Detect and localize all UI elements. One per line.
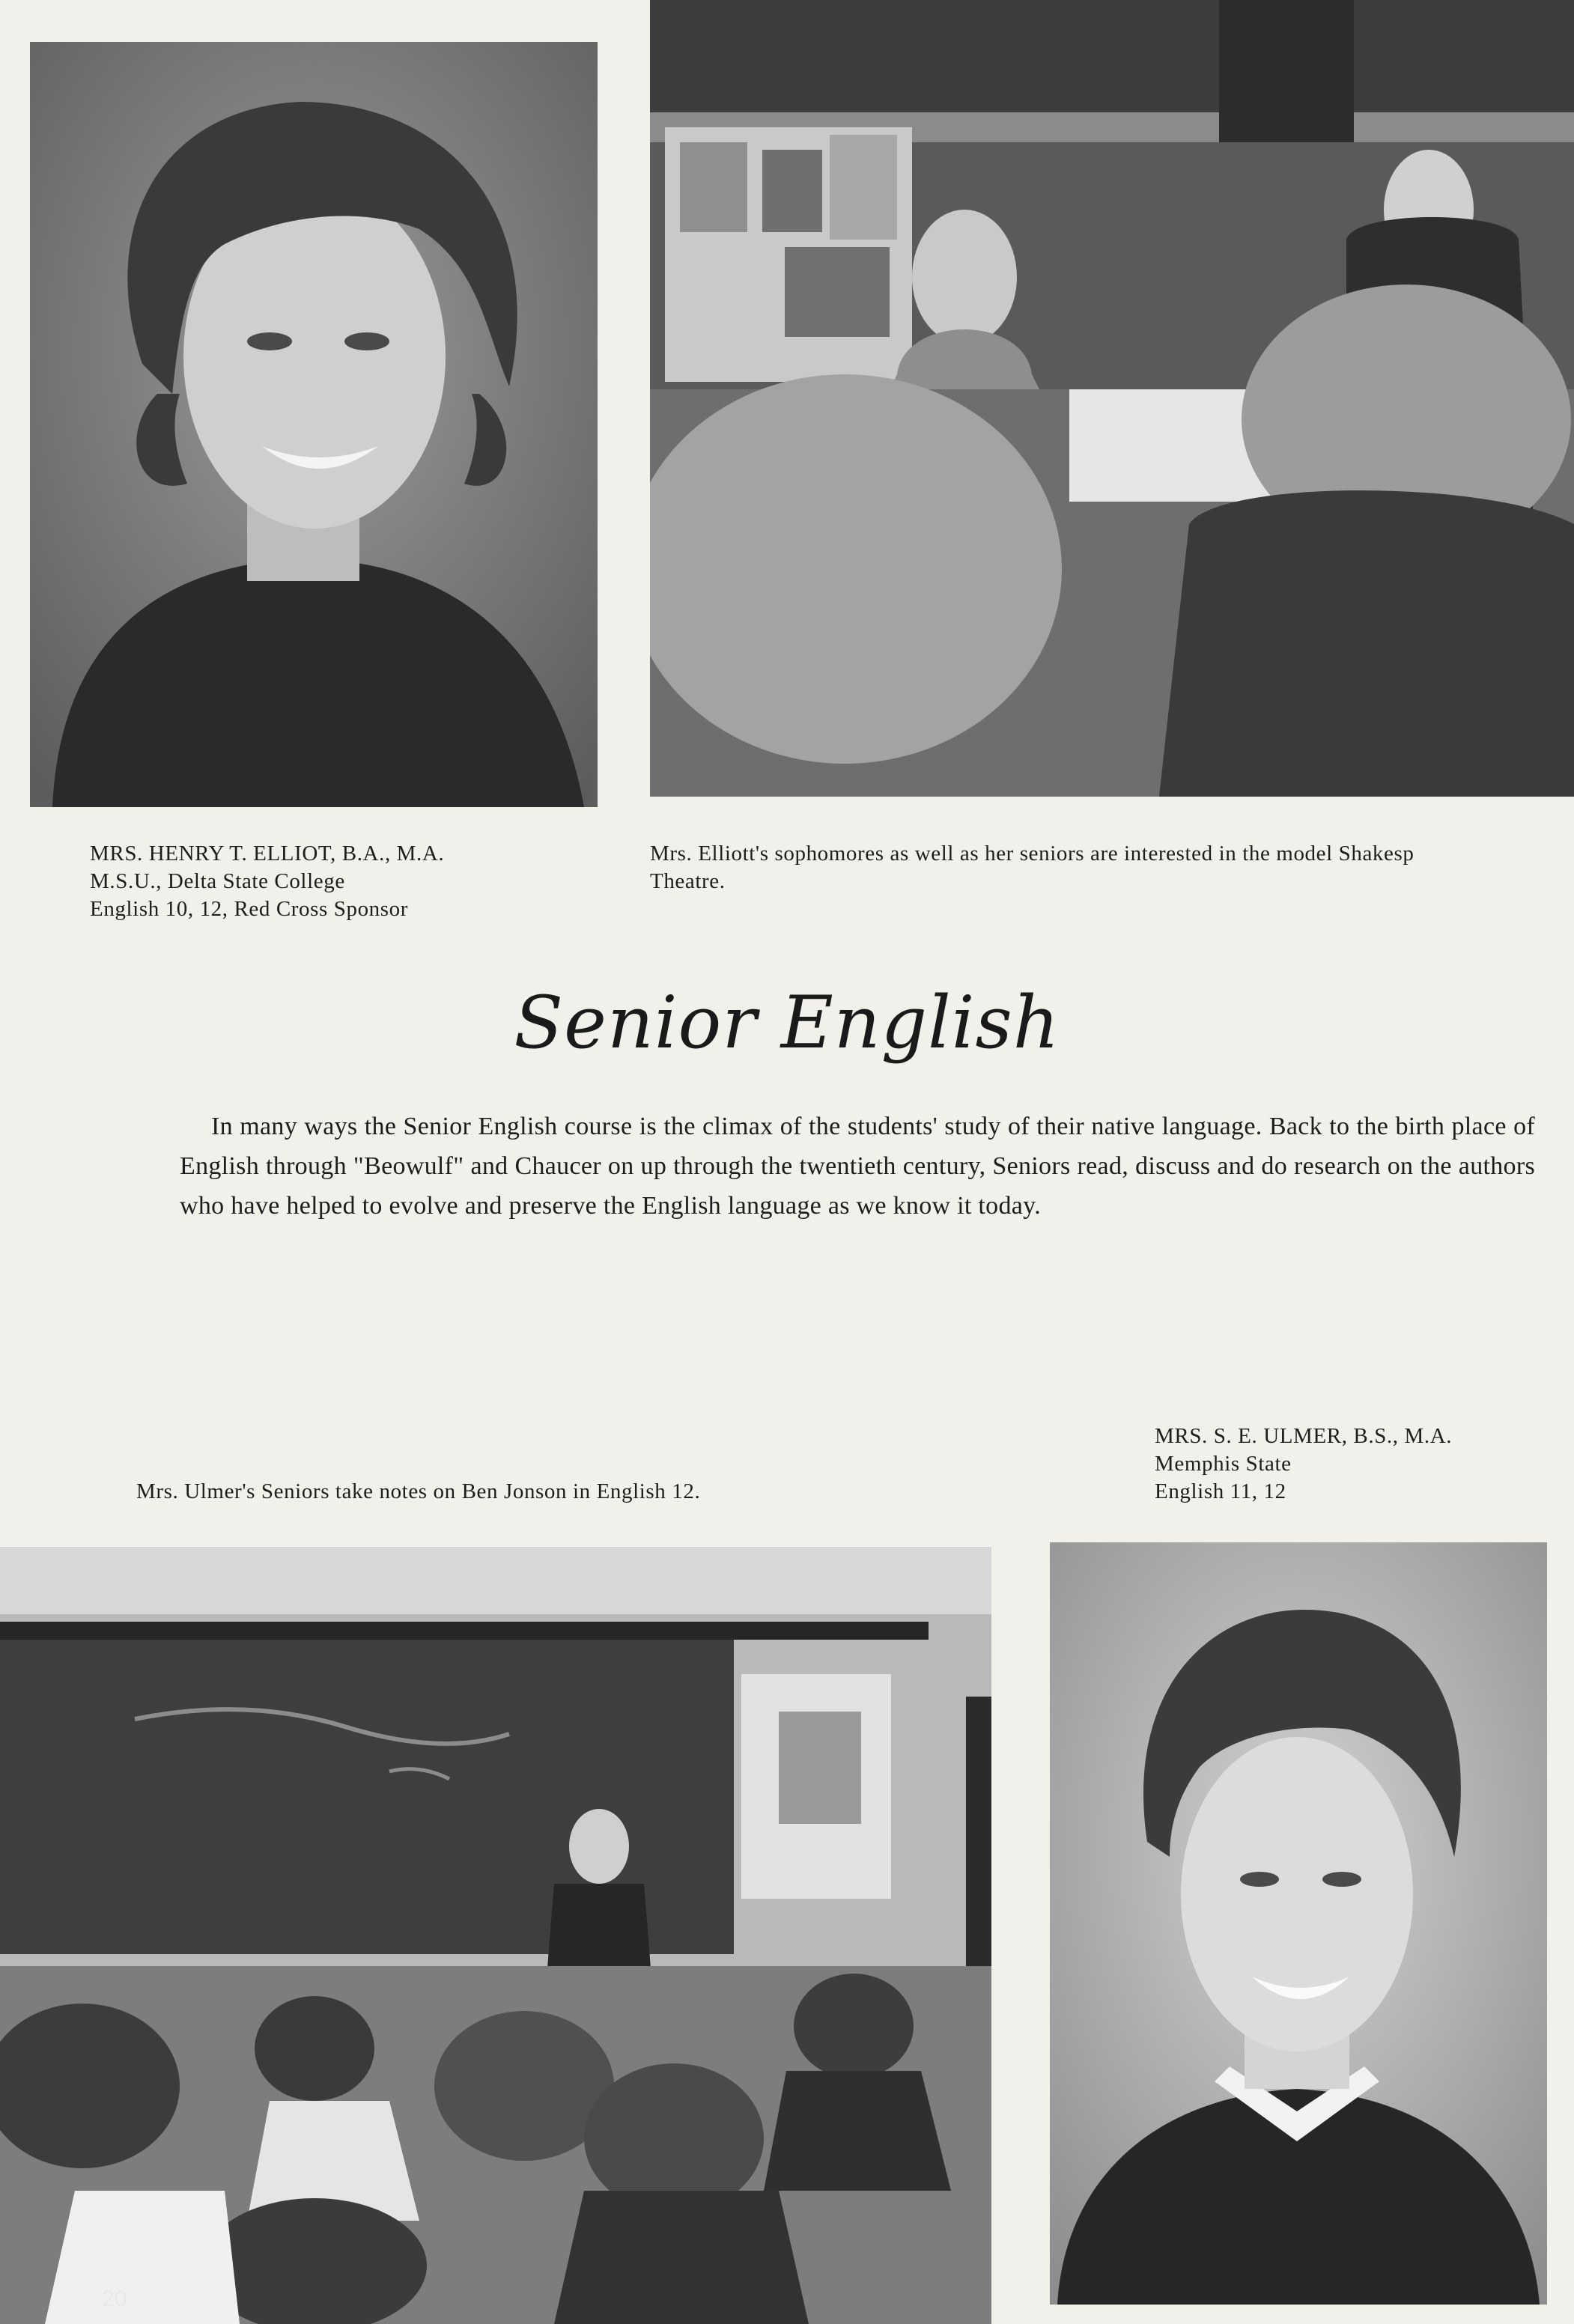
ulmer-class-photo [0, 1547, 991, 2324]
elliot-name-degrees: MRS. HENRY T. ELLIOT, B.A., M.A. [90, 842, 445, 866]
elliot-courses: English 10, 12, Red Cross Sponsor [90, 897, 409, 921]
ulmer-class-caption: Mrs. Ulmer's Seniors take notes on Ben Jonson in English 12. [136, 1479, 701, 1503]
section-title: Senior English [514, 981, 1060, 1065]
ulmer-caption [1155, 1423, 1452, 1506]
shakespeare-class-photo [650, 0, 1574, 797]
ulmer-name-degrees: MRS. S. E. ULMER, B.S., M.A. [1155, 1424, 1453, 1448]
ulmer-courses: English 11, 12 [1155, 1479, 1286, 1503]
shakespeare-caption [650, 840, 1574, 895]
section-body: In many ways the Senior English course is the climax of the students' study of their native language. Back to the birth place of English through "Beowulf" and Chaucer on up through the twentieth century, Seniors read, discuss and do research on the authors who have helped to evolve and preserve the English language as we know it today. [180, 1113, 1535, 1220]
shakespeare-caption-line-1: Mrs. Elliott's sophomores as well as her seniors are interested in the model Shakesp [650, 842, 1415, 866]
shakespeare-caption-line-2: Theatre. [650, 869, 726, 893]
page-number: 20 [102, 2287, 127, 2311]
elliot-schools: M.S.U., Delta State College [90, 869, 345, 893]
elliot-caption [90, 840, 444, 923]
ulmer-portrait-photo [1050, 1542, 1547, 2305]
ulmer-school: Memphis State [1155, 1452, 1292, 1476]
elliot-portrait-photo [30, 42, 598, 807]
